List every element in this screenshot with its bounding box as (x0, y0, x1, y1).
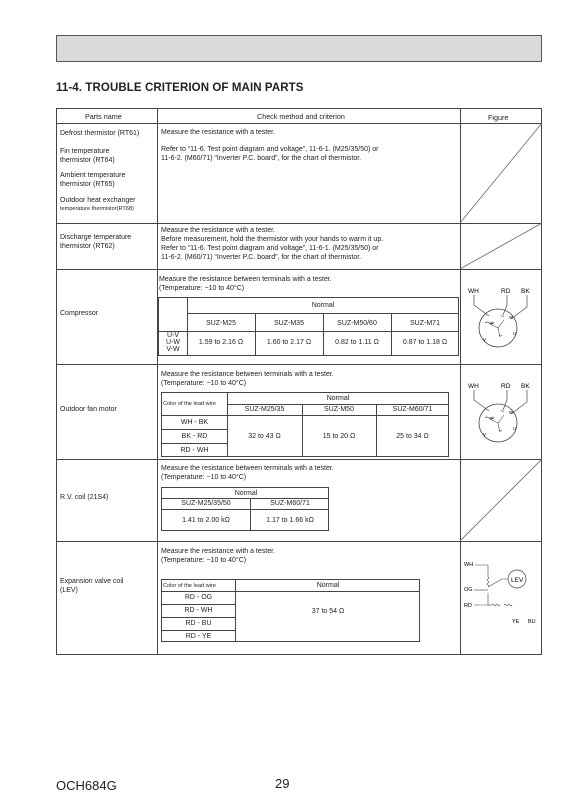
check-text: Refer to “11-6. Test point diagram and voltage”, 11-6-1. (M25/35/50) or (161, 245, 379, 252)
part-name: Outdoor fan motor (60, 406, 117, 413)
section-title: 11-4. TROUBLE CRITERION OF MAIN PARTS (56, 82, 304, 94)
model-header: SUZ-M71 (410, 320, 440, 327)
part-name: thermistor (RT64) (60, 157, 115, 164)
lead-pair: RD - WH (180, 447, 209, 454)
resistance-value: 25 to 34 Ω (396, 433, 429, 440)
col-divider (157, 109, 158, 654)
normal-header: Normal (234, 490, 258, 497)
cell-line (159, 331, 458, 332)
resistance-value: 15 to 20 Ω (322, 433, 356, 440)
header-bar (56, 35, 542, 62)
cell-line (162, 443, 227, 444)
check-text: Before measurement, hold the thermistor with your hands to warm it up. (161, 236, 384, 243)
part-name: temperature thermistor(RT68) (60, 206, 134, 212)
criterion-table (56, 108, 542, 655)
normal-header: Normal (311, 302, 335, 309)
cell-line (162, 415, 448, 416)
no-figure-diagonal (460, 223, 542, 269)
no-figure-diagonal (460, 123, 542, 223)
lead-bk-label: BK (521, 383, 530, 390)
check-text: Measure the resistance between terminals with a tester. (161, 371, 334, 378)
cell-line (162, 429, 227, 430)
lev-table (161, 579, 420, 642)
v-terminal: V (483, 337, 487, 342)
part-name: thermistor (RT65) (60, 181, 115, 188)
model-header: SUZ-M50 (324, 406, 354, 413)
model-header: SUZ-M35 (274, 320, 304, 327)
color-lead-header: Color of the lead wire (163, 583, 216, 589)
v-terminal: V (483, 432, 487, 437)
terminal-label: U-V (166, 332, 180, 339)
check-text: Measure the resistance with a tester. (161, 227, 275, 234)
lead-og-label: OG (464, 587, 473, 593)
check-text: 11-6-2. (M60/71) “Inverter P.C. board”, for the chart of thermistor. (161, 155, 362, 162)
header-figure: Figure (488, 113, 509, 122)
w-terminal: W (509, 315, 514, 320)
part-name: Expansion valve coil (60, 578, 124, 585)
fan-motor-winding-diagram (461, 378, 542, 448)
resistance-value: 1.17 to 1.66 kΩ (266, 517, 314, 524)
part-name: Defrost thermistor (RT61) (60, 130, 140, 137)
check-text: Measure the resistance between terminals with a tester. (159, 276, 332, 283)
normal-header: Normal (316, 582, 340, 589)
lead-pair: RD - BU (185, 620, 212, 627)
lead-rd-label: RD (501, 383, 511, 390)
no-figure-diagonal (460, 459, 542, 541)
resistance-value: 0.82 to 1.11 Ω (335, 339, 379, 346)
u-terminal: U (513, 426, 517, 431)
check-text: Refer to “11-6. Test point diagram and voltage”, 11-6-1. (M25/35/50) or (161, 146, 379, 153)
lead-pair: RD - YE (185, 633, 212, 640)
model-header: SUZ-M25/35/50 (181, 500, 231, 507)
lead-pair: BK - RD (181, 433, 208, 440)
resistance-value: 1.59 to 2.16 Ω (198, 339, 244, 346)
part-name: Outdoor heat exchanger (60, 197, 136, 204)
part-name: Discharge temperature (60, 234, 132, 241)
model-header: SUZ-M25/35 (244, 406, 285, 413)
cell-line (187, 313, 458, 314)
lead-wh-label: WH (464, 562, 474, 568)
part-name: Fin temperature (60, 148, 110, 155)
check-text: (Temperature: −10 to 40°C) (161, 474, 247, 481)
check-text: (Temperature: −10 to 40°C) (159, 285, 245, 292)
model-header: SUZ-M60/71 (270, 500, 310, 507)
resistance-value: 0.87 to 1.18 Ω (402, 339, 448, 346)
cell-line (162, 604, 235, 605)
part-name: Ambient temperature (60, 172, 126, 179)
lead-pair: RD - WH (184, 607, 213, 614)
color-lead-header: Color of the lead wire (163, 401, 216, 407)
check-text: Measure the resistance between terminals with a tester. (161, 465, 334, 472)
lev-coil-diagram (462, 555, 542, 627)
lead-pair: WH - BK (180, 419, 209, 426)
resistance-value: 37 to 54 Ω (311, 608, 345, 615)
cell-line (162, 509, 328, 510)
check-text: 11-6-2. (M60/71) “Inverter P.C. board”, for the chart of thermistor. (161, 254, 362, 261)
lead-rd-label: RD (464, 603, 472, 609)
compressor-table (158, 297, 459, 356)
terminal-label: V-W (166, 346, 180, 353)
page-number: 29 (275, 776, 290, 791)
part-name: thermistor (RT62) (60, 243, 115, 250)
fan-motor-table (161, 392, 449, 457)
w-terminal: W (509, 410, 514, 415)
model-header: SUZ-M50/60 (337, 320, 377, 327)
resistance-value: 1.41 to 2.00 kΩ (182, 517, 230, 524)
normal-header: Normal (326, 395, 350, 402)
check-text: (Temperature: −10 to 40°C) (161, 557, 247, 564)
cell-line (162, 630, 235, 631)
check-text: Measure the resistance with a tester. (161, 129, 275, 136)
compressor-winding-diagram (461, 283, 542, 353)
cell-line (162, 617, 235, 618)
resistance-value: 32 to 43 Ω (248, 433, 281, 440)
lead-wh-label: WH (468, 288, 479, 295)
document-code: OCH684G (56, 778, 117, 793)
row-divider (57, 364, 541, 365)
model-header: SUZ-M60/71 (392, 406, 433, 413)
header-parts: Parts name (85, 112, 122, 121)
row-divider (57, 541, 541, 542)
lead-bu-label: BU (528, 619, 536, 625)
check-text: (Temperature: −10 to 40°C) (161, 380, 247, 387)
row-divider (57, 269, 541, 270)
lev-label: LEV (511, 577, 524, 584)
cell-line (162, 591, 419, 592)
lead-rd-label: RD (501, 288, 511, 295)
model-header: SUZ-M25 (206, 320, 236, 327)
check-text: Measure the resistance with a tester. (161, 548, 275, 555)
header-check: Check method and criterion (257, 112, 345, 121)
part-name: (LEV) (60, 587, 78, 594)
rv-coil-table (161, 487, 329, 531)
terminal-label: U-W (166, 339, 180, 346)
u-terminal: U (513, 331, 517, 336)
part-name: R.V. coil (21S4) (60, 494, 109, 501)
lead-pair: RD - OG (184, 594, 213, 601)
resistance-value: 1.60 to 2.17 Ω (266, 339, 312, 346)
part-name: Compressor (60, 310, 99, 317)
lead-bk-label: BK (521, 288, 530, 295)
lead-wh-label: WH (468, 383, 479, 390)
lead-ye-label: YE (512, 619, 520, 625)
